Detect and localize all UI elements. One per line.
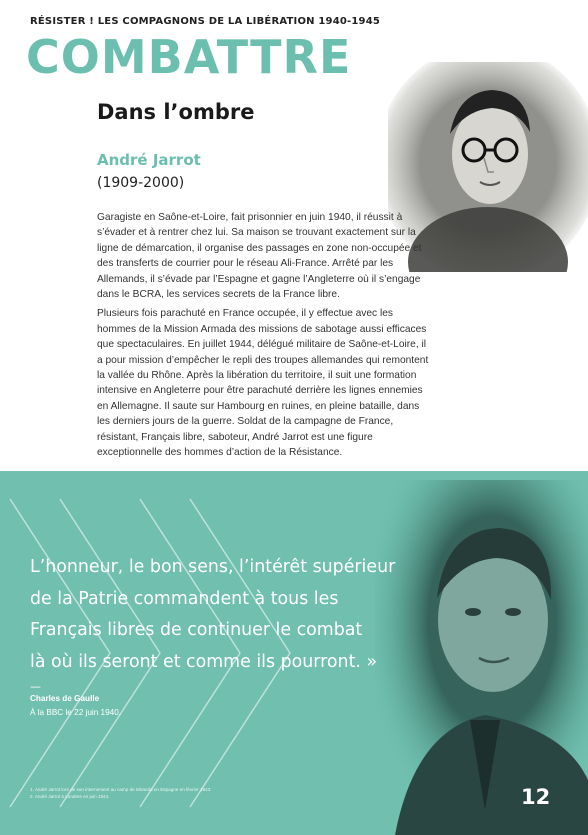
biography-paragraph-2: Plusieurs fois parachuté en France occupée, il y effectue avec les hommes de la Mission Armada des missions de sabotage aussi efficaces que spectaculaires. En juillet 1944, délégué militaire de Saône-et-Loire, il a pour mission d’empêcher le repli des troupes allemandes qui remontent la vallée du Rhône. Après la libération du territoire, il suit une formation intensive en Angleterre pour être parachuté derrière les lignes ennemies en Allemagne. Il saute sur Hambourg en ruines, en pleine bataille, dans les derniers jours de la guerre. Soldat de la campagne de France, résistant, Français libre, saboteur, André Jarrot est une figure exceptionnelle des hommes d’action de la Résistance. [97, 308, 429, 459]
caption-1: 1. André Jarrot lors de son internement au camp de Miranda en Espagne en février 1943. [30, 787, 212, 792]
quote-dash: — [30, 680, 41, 693]
caption-2: 2. André Jarrot à Londres en juin 1944. [30, 794, 110, 799]
person-name: André Jarrot [97, 151, 201, 169]
quote-author: Charles de Gaulle [30, 694, 100, 703]
section-subtitle: Dans l’ombre [97, 100, 255, 124]
biography-paragraph-1: Garagiste en Saône-et-Loire, fait prisonnier en juin 1940, il réussit à s’évader et à rentrer chez lui. Sa maison se trouvant exactement sur la ligne de démarcation, il organise des passages en zone non-occupée et des transferts de courrier pour le réseau Ali-France. Arrêté par les Allemands, il s’évade par l’Espagne et gagne l’Angleterre où il s’engage dans le BCRA, les services secrets de la France libre. [97, 212, 422, 301]
biography-text [97, 210, 432, 465]
de-gaulle-quote [30, 552, 420, 678]
series-kicker: RÉSISTER ! LES COMPAGNONS DE LA LIBÉRATION 1940-1945 [30, 16, 381, 27]
photo-captions [30, 786, 212, 800]
quote-line-2: de la Patrie commandent à tous les [30, 588, 339, 609]
quote-line-3: Français libres de continuer le combat [30, 620, 363, 640]
quote-line-4: là où ils seront et comme ils pourront. » [30, 651, 378, 672]
quote-line-1: L’honneur, le bon sens, l’intérêt supérieur [30, 557, 396, 577]
page-number: 12 [521, 785, 551, 809]
quote-context: À la BBC le 22 juin 1940. [30, 708, 122, 717]
page-title: COMBATTRE [26, 30, 352, 84]
person-dates: (1909-2000) [97, 175, 185, 191]
